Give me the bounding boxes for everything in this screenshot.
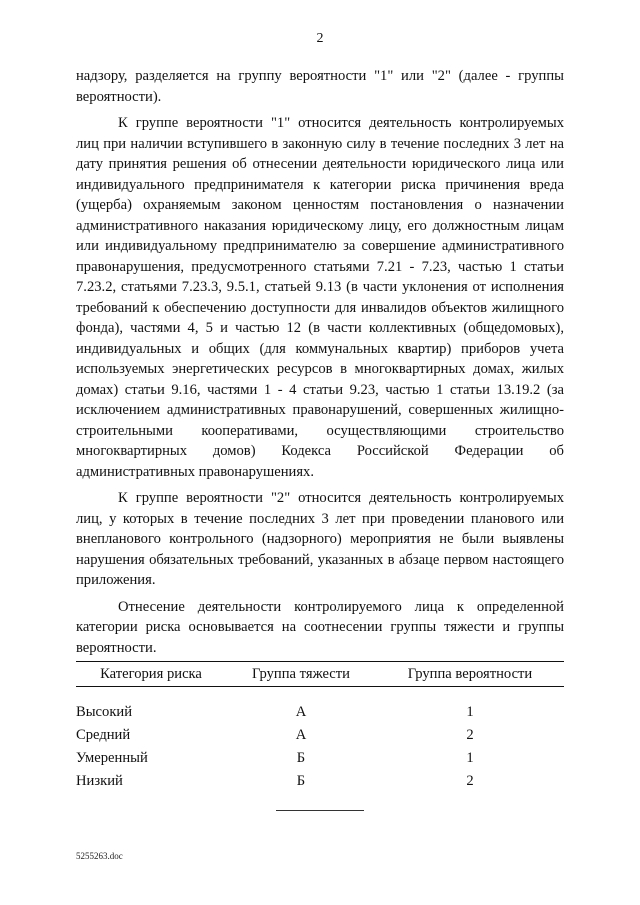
table-cell: 1 bbox=[466, 749, 474, 766]
table-cell: Средний bbox=[76, 726, 131, 743]
table-row bbox=[76, 770, 564, 793]
table-cell: 2 bbox=[466, 772, 474, 789]
table-row bbox=[76, 747, 564, 770]
table-header-row bbox=[76, 661, 564, 686]
paragraph-continuation: надзору, разделяется на группу вероятности "1" или "2" (далее - группы вероятности). bbox=[76, 68, 564, 105]
table-cell: 2 bbox=[466, 726, 474, 743]
end-divider bbox=[276, 810, 364, 811]
paragraph-probability-group-1: К группе вероятности "1" относится деятельность контролируемых лиц при наличии вступившего в законную силу в течение последних 3 лет на дату принятия решения об отнесении деятельности юридического лица или индивидуального предпринимателя к категории риска причинения вреда (ущерба) охраняемым законом ценностям постановления о назначении административного наказания юридическому лицу, его должностным лицам или индивидуальному предпринимателю за совершение административного правонарушения, предусмотренного статьями 7.21 - 7.23, частью 1 статьи 7.23.2, статьями 7.23.3, 9.5.1, статьей 9.13 (в части уклонения от исполнения требований к обеспечению доступности для инвалидов объектов жилищного фонда), частями 4, 5 и частью 12 (в части коллективных (общедомовых), индивидуальных и общих (для коммунальных квартир) приборов учета используемых энергетических ресурсов в многоквартирных домах, жилых домах) статьи 9.16, частями 1 - 4 статьи 9.23, частью 1 статьи 13.19.2 (за исключением административных правонарушений, совершенных жилищно-строительными кооперативами, осуществляющими строительство многоквартирных домов) Кодекса Российской Федерации об административных правонарушениях. bbox=[76, 115, 564, 480]
table-cell: А bbox=[295, 703, 307, 720]
table-row bbox=[76, 724, 564, 747]
risk-category-table bbox=[76, 661, 564, 793]
table-cell: Умеренный bbox=[76, 749, 148, 766]
page-number: 2 bbox=[316, 31, 324, 46]
paragraph-probability-group-2: К группе вероятности "2" относится деятельность контролируемых лиц, у которых в течение последних 3 лет при проведении планового или внепланового контрольного (надзорного) мероприятия не были выявлены нарушения обязательных требований, указанных в абзаце первом настоящего приложения. bbox=[76, 490, 564, 588]
table-cell: Б bbox=[296, 772, 306, 789]
table-cell: А bbox=[295, 726, 307, 743]
table-cell: Б bbox=[296, 749, 306, 766]
paragraph-risk-assignment: Отнесение деятельности контролируемого лица к определенной категории риска основывается на соотнесении группы тяжести и группы вероятности. bbox=[76, 598, 564, 656]
table-header-cell: Группа тяжести bbox=[226, 661, 376, 686]
table-cell: Низкий bbox=[76, 772, 123, 789]
table-row bbox=[76, 701, 564, 724]
document-filename: 5255263.doc bbox=[76, 851, 123, 861]
table-cell: 1 bbox=[466, 703, 474, 720]
table-header-cell: Категория риска bbox=[76, 661, 226, 686]
document-body bbox=[76, 66, 564, 793]
table-cell: Высокий bbox=[76, 703, 133, 720]
table-header-cell: Группа вероятности bbox=[376, 661, 564, 686]
